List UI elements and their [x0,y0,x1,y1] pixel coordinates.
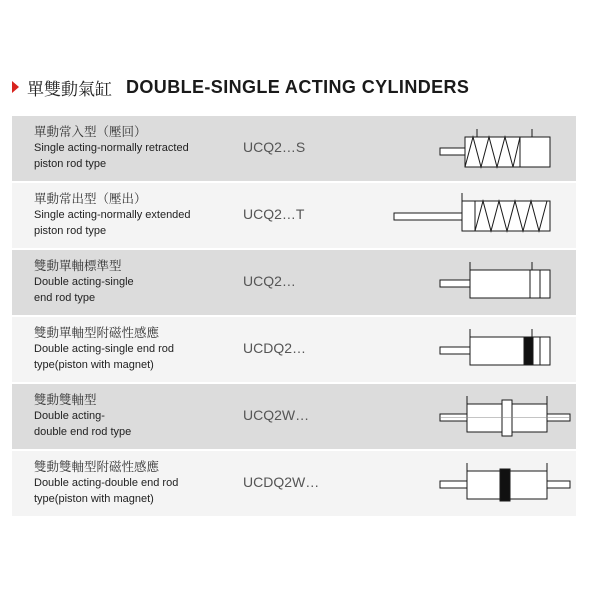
row-name-zh: 單動常出型（壓出） [34,191,147,206]
row-name-en-line2: end rod type [34,292,96,304]
double-acting-single-rod-icon [372,250,576,315]
red-triangle-icon [12,81,19,93]
section-title-zh: 單雙動氣缸 [27,79,112,100]
row-description [34,191,234,239]
spring-return-retracted-icon [372,116,576,181]
row-description [34,124,234,172]
row-model-code: UCDQ2… [243,340,307,356]
row-name-zh: 雙動雙軸型附磁性感應 [34,459,160,474]
double-acting-double-rod-icon [372,384,576,449]
table-row [12,250,576,317]
double-acting-single-rod-magnet-icon [372,317,576,382]
row-name-zh: 雙動單軸標準型 [34,258,122,273]
row-name-en-line1: Double acting- [34,410,105,422]
section-header [12,74,469,100]
row-name-en-line2: type(piston with magnet) [34,493,154,505]
row-description [34,325,234,373]
row-name-en-line1: Single acting-normally retracted [34,142,189,154]
row-name-en-line1: Double acting-single [34,276,134,288]
row-name-en-line2: type(piston with magnet) [34,359,154,371]
table-row [12,384,576,451]
row-model-code: UCQ2W… [243,407,310,423]
table-row [12,183,576,250]
row-name-en-line1: Single acting-normally extended [34,209,191,221]
row-model-code: UCQ2…T [243,206,305,222]
row-name-zh: 單動常入型（壓回） [34,124,147,139]
row-model-code: UCQ2… [243,273,296,289]
double-acting-double-rod-magnet-icon [372,451,576,516]
row-name-zh: 雙動單軸型附磁性感應 [34,325,160,340]
row-description [34,459,234,507]
section-title-en: DOUBLE-SINGLE ACTING CYLINDERS [126,76,470,97]
row-name-en-line2: double end rod type [34,426,132,438]
row-model-code: UCQ2…S [243,139,306,155]
table-row [12,451,576,518]
row-name-en-line2: piston rod type [34,158,107,170]
spring-extend-icon [372,183,576,248]
row-model-code: UCDQ2W… [243,474,320,490]
table-row [12,317,576,384]
row-name-en-line1: Double acting-single end rod [34,343,175,355]
table-row [12,116,576,183]
cylinder-type-table [12,116,576,518]
row-description [34,258,234,306]
row-name-en-line1: Double acting-double end rod [34,477,179,489]
row-name-en-line2: piston rod type [34,225,107,237]
row-description [34,392,234,440]
row-name-zh: 雙動雙軸型 [34,392,97,407]
